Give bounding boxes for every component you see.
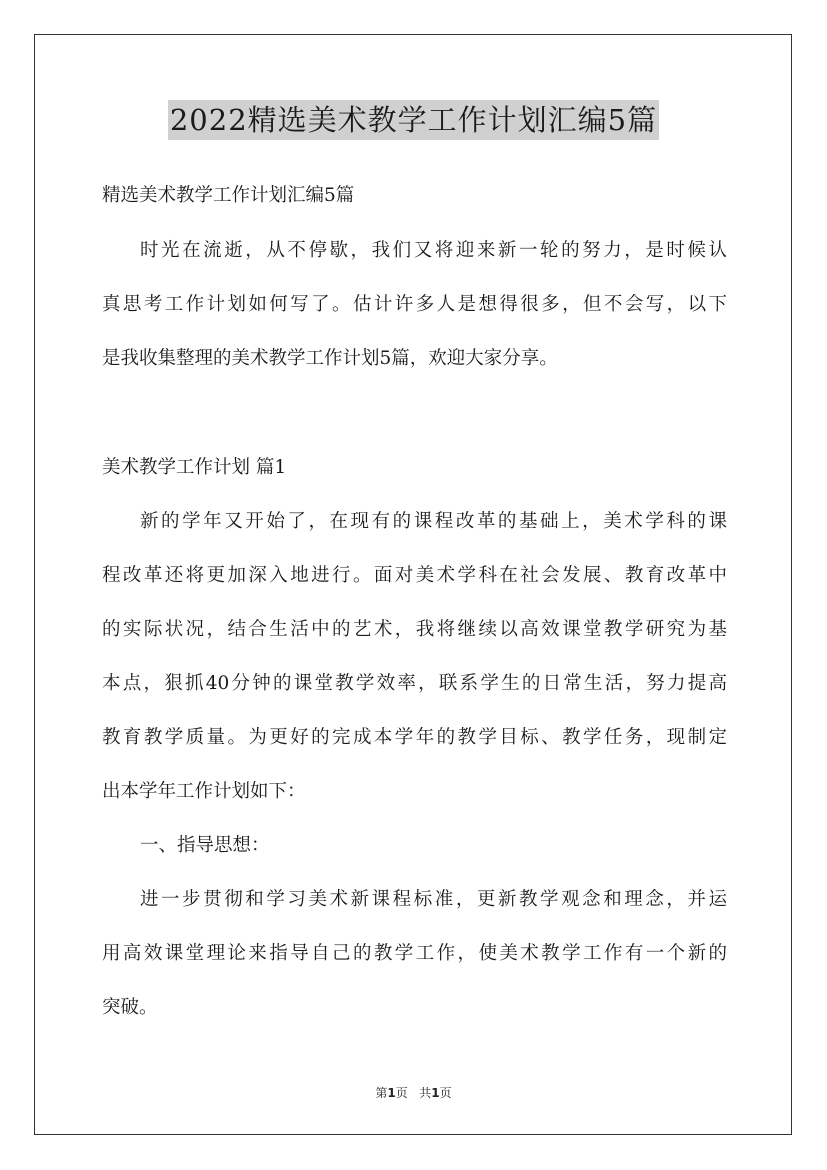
title-container [0,100,827,140]
para1-line-2: 程改革还将更加深入地进行。面对美术学科在社会发展、教育改革中 [102,565,727,586]
footer-total-suffix: 页 [439,1086,452,1100]
para1-line-5: 教育教学质量。为更好的完成本学年的教学目标、教学任务，现制定 [102,727,727,748]
document-subtitle: 精选美术教学工作计划汇编5篇 [102,185,355,206]
page-footer [0,1084,827,1101]
para2-line-2: 用高效课堂理论来指导自己的教学工作，使美术教学工作有一个新的 [102,943,727,964]
intro-line-2: 真思考工作计划如何写了。估计许多人是想得很多，但不会写，以下 [102,294,727,315]
para1-line-6: 出本学年工作计划如下： [102,781,306,802]
document-title: 2022精选美术教学工作计划汇编5篇 [168,100,659,140]
footer-page-suffix: 页 [395,1086,408,1100]
footer-page-prefix: 第 [375,1086,388,1100]
footer-total-pages: 1 [431,1086,440,1100]
intro-line-3: 是我收集整理的美术教学工作计划5篇，欢迎大家分享。 [102,348,558,369]
para2-line-3: 突破。 [102,997,158,1018]
para1-line-3: 的实际状况，结合生活中的艺术，我将继续以高效课堂教学研究为基 [102,619,727,640]
para1-line-1: 新的学年又开始了，在现有的课程改革的基础上，美术学科的课 [140,511,727,532]
sub-heading: 一、指导思想： [140,835,270,856]
intro-line-1: 时光在流逝，从不停歇，我们又将迎来新一轮的努力，是时候认 [140,240,727,261]
footer-total-prefix: 共 [419,1086,432,1100]
section-heading: 美术教学工作计划 篇1 [102,457,287,478]
para2-line-1: 进一步贯彻和学习美术新课程标准，更新教学观念和理念，并运 [140,889,727,910]
footer-page-number: 1 [387,1086,396,1100]
para1-line-4: 本点，狠抓40分钟的课堂教学效率，联系学生的日常生活，努力提高 [102,673,727,694]
